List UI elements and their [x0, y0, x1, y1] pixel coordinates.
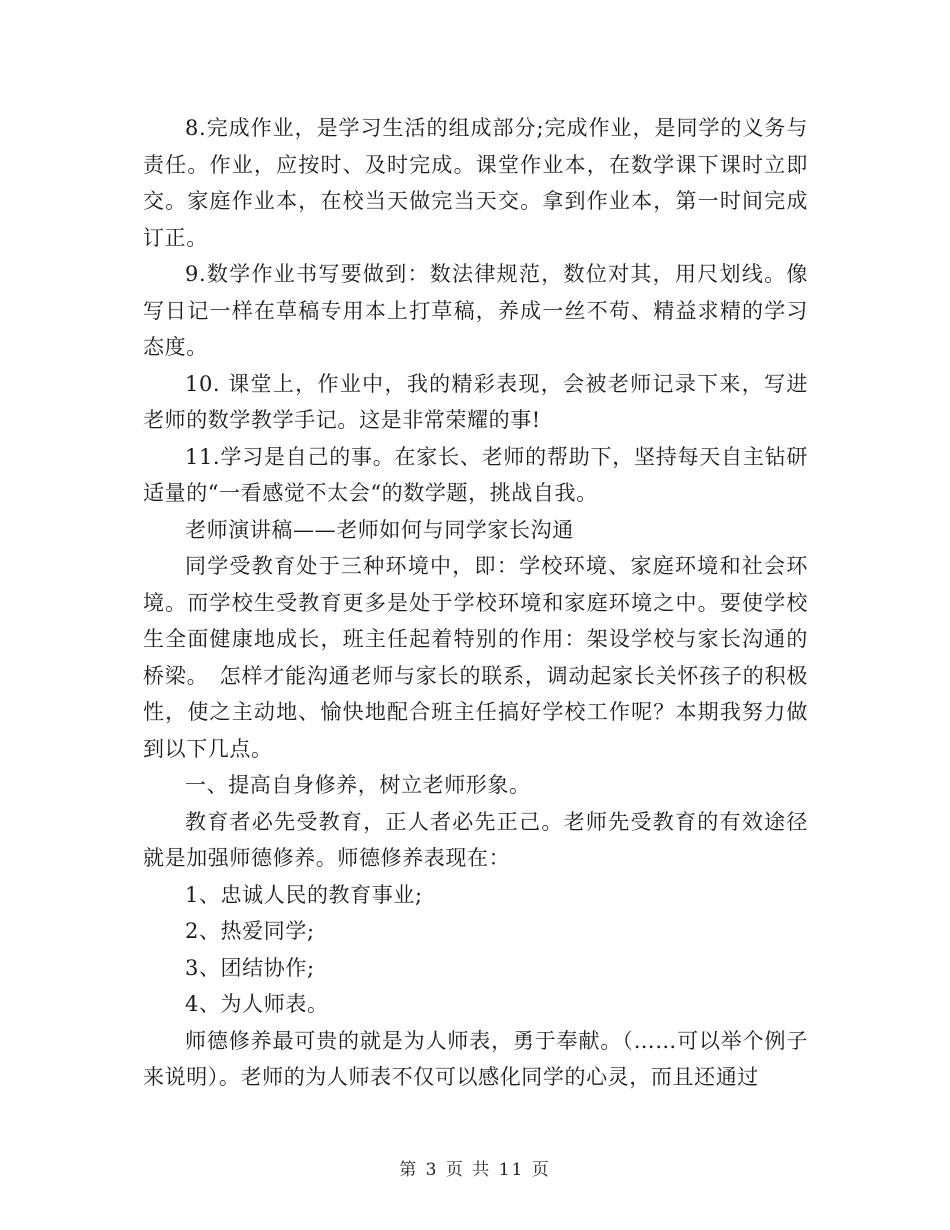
list-item-3: 3、团结协作; — [185, 955, 315, 980]
paragraph-classroom-performance: 10. 课堂上，作业中，我的精彩表现，会被老师记录下来，写进老师的数学教学手记。这是非常荣耀的事! — [143, 371, 808, 432]
list-item-4: 4、为人师表。 — [185, 992, 329, 1016]
paragraph-role-model: 师德修养最可贵的就是为人师表，勇于奉献。（……可以举个例子来说明）。老师的为人师表不仅可以感化同学的心灵，而且还通过 — [143, 1028, 808, 1089]
paragraph-self-study: 11.学习是自己的事。在家长、老师的帮助下，坚持每天自主钻研适量的“一看感觉不太会“的数学题，挑战自我。 — [143, 444, 808, 505]
paragraph-three-environments: 同学受教育处于三种环境中，即：学校环境、家庭环境和社会环境。而学校生受教育更多是处于学校环境和家庭环境之中。要使学校生全面健康地成长，班主任起着特别的作用：架设学校与家长沟通的桥梁。 怎样才能沟通老师与家长的联系，调动起家长关怀孩子的积极性，使之主动地、愉快地配合班主任搞好学校工作呢？本期我努力做到以下几点。 — [143, 554, 808, 761]
speech-title: 老师演讲稿——老师如何与同学家长沟通 — [185, 517, 574, 542]
paragraph-homework-writing: 9.数学作业书写要做到：数法律规范，数位对其，用尺划线。像写日记一样在草稿专用本上打草稿，养成一丝不苟、精益求精的学习态度。 — [143, 262, 808, 359]
paragraph-teacher-education: 教育者必先受教育，正人者必先正己。老师先受教育的有效途径就是加强师德修养。师德修养表现在： — [143, 809, 808, 870]
list-item-2: 2、热爱同学; — [185, 919, 315, 943]
paragraph-homework-completion: 8.完成作业，是学习生活的组成部分;完成作业，是同学的义务与责任。作业，应按时、及时完成。课堂作业本，在数学课下课时立即交。家庭作业本，在校当天做完当天交。拿到作业本，第一时间完成订正。 — [143, 116, 808, 250]
list-item-1: 1、忠诚人民的教育事业; — [185, 882, 423, 907]
section-heading-1: 一、提高自身修养，树立老师形象。 — [185, 773, 531, 797]
document-body — [143, 110, 808, 1096]
page-number-footer: 第 3 页 共 11 页 — [399, 1160, 551, 1180]
